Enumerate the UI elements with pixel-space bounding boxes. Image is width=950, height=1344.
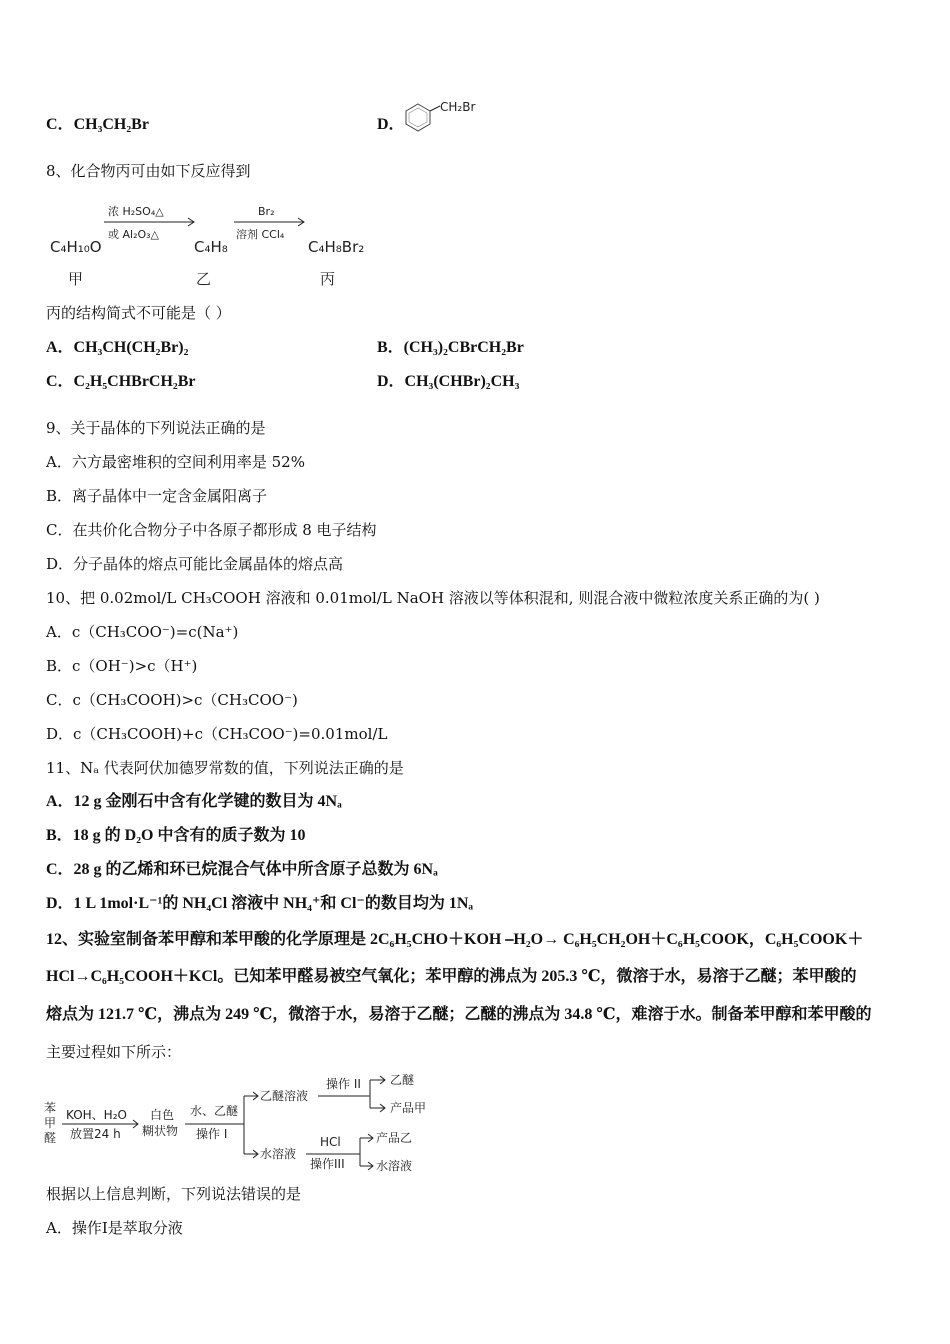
q11-option-d: D．1 L 1mol·L⁻¹的 NH₄Cl 溶液中 NH₄⁺和 Cl⁻的数目均为 1Nₐ — [46, 895, 474, 912]
q8-cond2-top: Br₂ — [258, 205, 275, 218]
q12-option-a: A．操作Ⅰ是萃取分液 — [46, 1219, 183, 1237]
flow-upper-out2: 产品甲 — [390, 1101, 427, 1115]
q8-cond2-bottom: 溶剂 CCl₄ — [236, 228, 285, 241]
q9-option-c: C．在共价化合物分子中各原子都形成 8 电子结构 — [46, 521, 377, 539]
q8-option-d: D．CH₃(CHBr)₂CH₃ — [377, 373, 520, 390]
q12-line2: HCl→C₆H₅COOH＋KCl。已知苯甲醛易被空气氧化；苯甲醇的沸点为 205.3 ℃，微溶于水，易溶于乙醚；苯甲酸的 — [46, 968, 857, 985]
q8-option-a: A．CH₃CH(CH₂Br)₂ — [46, 339, 189, 356]
q8-stem: 8、化合物丙可由如下反应得到 — [46, 162, 251, 180]
q11-option-a: A．12 g 金刚石中含有化学键的数目为 4Nₐ — [46, 793, 342, 810]
q11-option-c: C．28 g 的乙烯和环已烷混合气体中所含原子总数为 6Nₐ — [46, 861, 438, 878]
q8-cond1-bottom: 或 Al₂O₃△ — [108, 228, 160, 241]
q10-option-c: C．c（CH₃COOH)>c（CH₃COO⁻) — [46, 691, 298, 709]
q7-option-d-label: D． — [377, 116, 405, 133]
q7-d-substituent: CH₂Br — [440, 100, 476, 114]
q12-line4: 主要过程如下所示： — [46, 1043, 182, 1061]
q8-option-b: B．(CH₃)₂CBrCH₂Br — [377, 339, 524, 356]
q8-compound-b-name: 乙 — [196, 270, 212, 288]
q8-compound-a-name: 甲 — [68, 270, 84, 288]
q8-compound-b: C₄H₈ — [194, 238, 228, 256]
flow-lower-out1: 产品乙 — [376, 1131, 413, 1145]
flow-start-2: 甲 — [44, 1116, 57, 1130]
flow-start-1: 苯 — [44, 1101, 57, 1115]
q11-option-b: B．18 g 的 D₂O 中含有的质子数为 10 — [46, 827, 306, 844]
q8-compound-a: C₄H₁₀O — [50, 238, 102, 256]
flow-upper-op: 操作 II — [326, 1077, 361, 1091]
flow-mid-2: 糊状物 — [142, 1124, 179, 1138]
q8-compound-c: C₄H₈Br₂ — [308, 238, 365, 256]
q8-reaction-scheme — [46, 196, 386, 292]
q9-option-d: D．分子晶体的熔点可能比金属晶体的熔点高 — [46, 555, 344, 573]
q10-option-d: D．c（CH₃COOH)+c（CH₃COO⁻)=0.01mol/L — [46, 725, 388, 743]
q12-flow-diagram — [40, 1068, 440, 1180]
q11-stem: 11、Nₐ 代表阿伏加德罗常数的值，下列说法正确的是 — [46, 759, 404, 777]
flow-step2-bottom: 操作 I — [196, 1127, 228, 1141]
q10-stem: 10、把 0.02mol/L CH₃COOH 溶液和 0.01mol/L NaOH 溶液以等体积混和, 则混合液中微粒浓度关系正确的为( ) — [46, 589, 820, 607]
q9-option-b: B．离子晶体中一定含金属阳离子 — [46, 487, 268, 505]
q9-stem: 9、关于晶体的下列说法正确的是 — [46, 419, 266, 437]
flow-upper-out1: 乙醚 — [390, 1073, 415, 1087]
q10-option-a: A．c（CH₃COO⁻)=c(Na⁺) — [46, 623, 239, 641]
q12-question: 根据以上信息判断，下列说法错误的是 — [46, 1185, 302, 1203]
flow-start-3: 醛 — [44, 1131, 57, 1145]
flow-lower: 水溶液 — [260, 1147, 297, 1161]
flow-lower-out2: 水溶液 — [376, 1159, 413, 1173]
q10-option-b: B．c（OH⁻)>c（H⁺) — [46, 657, 198, 675]
flow-step1-bottom: 放置24 h — [70, 1127, 121, 1141]
q8-option-c: C．C₂H₅CHBrCH₂Br — [46, 373, 196, 390]
benzyl-bromide-structure — [400, 96, 490, 136]
q9-option-a: A．六方最密堆积的空间利用率是 52% — [46, 453, 305, 471]
flow-lower-op: 操作III — [310, 1157, 345, 1171]
q8-cond1-top: 浓 H₂SO₄△ — [108, 205, 164, 218]
flow-step2-top: 水、乙醚 — [190, 1104, 239, 1118]
q7-option-c: C．CH₃CH₂Br — [46, 116, 149, 133]
q12-line3: 熔点为 121.7 ℃，沸点为 249 ℃，微溶于水，易溶于乙醚；乙醚的沸点为 34.8 ℃，难溶于水。制备苯甲醇和苯甲酸的 — [46, 1006, 872, 1023]
q12-line1: 12、实验室制备苯甲醇和苯甲酸的化学原理是 2C₆H₅CHO＋KOH ⎯H₂O→ C₆H₅CH₂OH＋C₆H₅COOK，C₆H₅COOK＋ — [46, 931, 864, 948]
q8-compound-c-name: 丙 — [320, 270, 336, 288]
flow-step1-top: KOH、H₂O — [66, 1108, 127, 1122]
flow-mid-1: 白色 — [150, 1108, 175, 1122]
flow-upper: 乙醚溶液 — [260, 1089, 309, 1103]
q8-question: 丙的结构简式不可能是（ ） — [46, 304, 231, 322]
flow-lower-top: HCl — [320, 1135, 341, 1149]
